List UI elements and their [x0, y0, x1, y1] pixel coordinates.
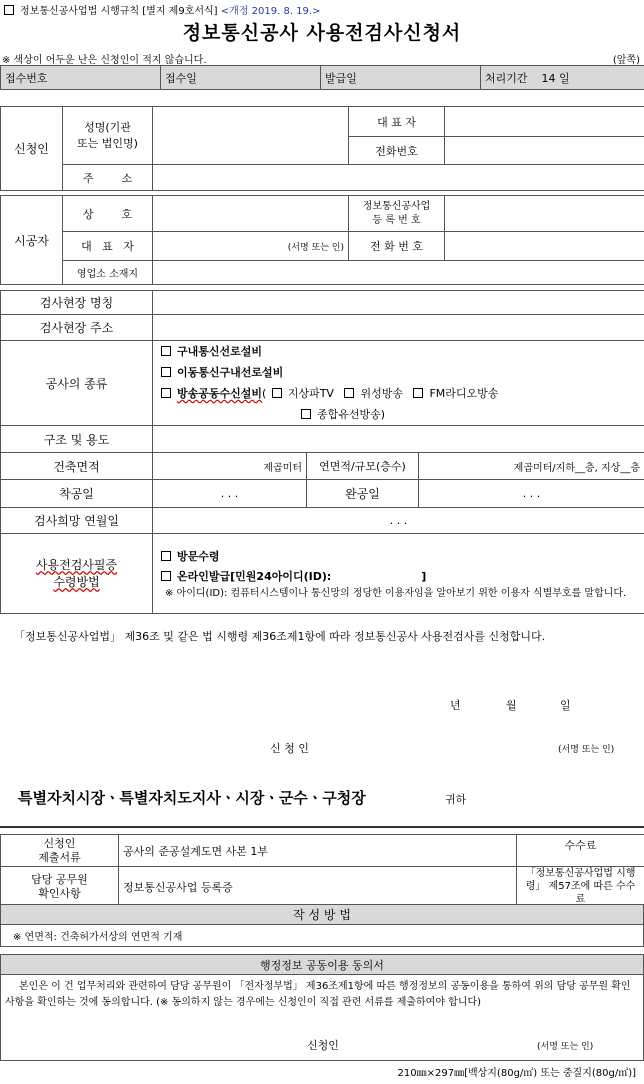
- checkbox-icon: [4, 5, 14, 15]
- form-header: [4, 2, 320, 17]
- work-table: [0, 290, 644, 614]
- application-statement: 「정보통신공사업법」 제36조 및 같은 법 시행령 제36조제1항에 따라 정보통신공사 사용전검사를 신청합니다.: [14, 630, 546, 643]
- structure-label: 구조 및 용도: [1, 426, 153, 453]
- total-area-label: 연면적/규모(층수): [307, 453, 419, 480]
- law-reference: 정보통신공사업법 시행규칙 [별지 제9호서식]: [20, 6, 218, 17]
- consent-title: 행정정보 공동이용 동의서: [1, 955, 644, 975]
- site-addr-field[interactable]: [153, 315, 644, 341]
- checkbox-icon[interactable]: [272, 388, 282, 398]
- paper-spec: 210㎜×297㎜[백상지(80g/㎡) 또는 중질지(80g/㎡)]: [397, 1068, 636, 1079]
- fee-text: 「정보통신공사업법 시행령」 제57조에 따른 수수료: [517, 867, 644, 907]
- end-date-label: 완공일: [307, 480, 419, 508]
- page-title: 정보통신공사 사용전검사신청서: [182, 22, 462, 44]
- checkbox-icon[interactable]: [161, 551, 171, 561]
- start-date-field[interactable]: . . .: [153, 480, 307, 508]
- site-addr-label: 검사현장 주소: [1, 315, 153, 341]
- applicant-section: 신청인: [1, 107, 63, 191]
- contractor-table: [0, 195, 644, 285]
- applicant-addr-field[interactable]: [153, 165, 644, 191]
- contractor-rep-sign[interactable]: (서명 또는 인): [153, 232, 349, 261]
- consent-table: [0, 954, 644, 1061]
- guide-title: 작 성 방 법: [1, 905, 644, 925]
- checkbox-icon[interactable]: [413, 388, 423, 398]
- structure-field[interactable]: [153, 426, 644, 453]
- page-side: (앞쪽): [612, 55, 640, 66]
- applicant-addr-label: 주 소: [63, 165, 153, 191]
- applicant-rep-field[interactable]: [445, 107, 644, 137]
- consent-signer: 신청인: [307, 1039, 339, 1052]
- checkbox-icon[interactable]: [301, 409, 311, 419]
- applicant-phone-field[interactable]: [445, 137, 644, 165]
- contractor-phone-field[interactable]: [445, 232, 644, 261]
- work-option-broadcast[interactable]: 방송공동수신설비( 지상파TV 위성방송 FM라디오방송: [161, 383, 640, 404]
- consent-text: 본인은 이 건 업무처리와 관련하여 담당 공무원이 「전자정부법」 제36조제1항에 따른 행정정보의 공동이용을 통하여 위의 담당 공무원 확인사항을 확인하는 것에 동의합니다. (※ 동의하지 않는 경우에는 신청인이 직접 관련 서류를 제출하여야 합니다): [5, 981, 631, 1008]
- contractor-trade-field[interactable]: [153, 196, 349, 232]
- wish-date-label: 검사희망 연월일: [1, 508, 153, 534]
- receipt-table: [0, 65, 644, 90]
- contractor-regno-field[interactable]: [445, 196, 644, 232]
- applicant-docs: 공사의 준공설계도면 사본 1부: [119, 835, 517, 867]
- work-option-mobile[interactable]: 이동통신구내선로설비: [161, 362, 640, 383]
- applicant-name-field[interactable]: [153, 107, 349, 165]
- receive-online[interactable]: 온라인발급[민원24아이디(ID): ]: [161, 567, 640, 587]
- work-type-label: 공사의 종류: [1, 341, 153, 426]
- date-month: 월: [506, 699, 517, 712]
- receipt-no: 접수번호: [1, 66, 161, 90]
- contractor-office-field[interactable]: [153, 261, 644, 285]
- issue-date: 발급일: [321, 66, 481, 90]
- checkbox-icon[interactable]: [161, 388, 171, 398]
- contractor-trade-label: 상 호: [63, 196, 153, 232]
- total-area-field[interactable]: 제곱미터/지하__층, 지상__층: [419, 453, 644, 480]
- tv-option: 지상파TV: [287, 387, 334, 400]
- site-name-field[interactable]: [153, 291, 644, 315]
- checkbox-icon[interactable]: [161, 571, 171, 581]
- divider: [0, 826, 644, 828]
- recipient-suffix: 귀하: [445, 793, 467, 806]
- site-name-label: 검사현장 명칭: [1, 291, 153, 315]
- wish-date-field[interactable]: . . .: [153, 508, 644, 534]
- checkbox-icon[interactable]: [344, 388, 354, 398]
- area-label: 건축면적: [1, 453, 153, 480]
- receive-method-label: 사용전검사필증 수령방법: [1, 534, 153, 614]
- signer-label: 신 청 인: [270, 742, 309, 755]
- applicant-docs-label: 신청인 제출서류: [1, 835, 119, 867]
- applicant-table: [0, 106, 644, 191]
- processing-period: 처리기간 14 일: [481, 66, 644, 90]
- receive-footnote: ※ 아이디(ID): 컴퓨터시스템이나 통신망의 정당한 이용자임을 알아보기 위한 이용자 식별부호를 말합니다.: [165, 587, 627, 599]
- applicant-rep-label: 대 표 자: [349, 107, 445, 137]
- date-day: 일: [560, 699, 571, 712]
- contractor-phone-label: 전 화 번 호: [349, 232, 445, 261]
- revision-date: <개정 2019. 8. 19.>: [220, 6, 321, 17]
- cable-option: 종합유선방송): [317, 408, 386, 421]
- signer-sign[interactable]: (서명 또는 인): [558, 745, 615, 755]
- checkbox-icon[interactable]: [161, 346, 171, 356]
- checkbox-icon[interactable]: [161, 367, 171, 377]
- applicant-name-label: 성명(기관 또는 법인명): [63, 107, 153, 165]
- guide-item: ※ 연면적: 건축허가서상의 연면적 기재: [1, 925, 644, 947]
- documents-table: [0, 834, 644, 907]
- officer-check-label: 담당 공무원 확인사항: [1, 867, 119, 907]
- applicant-phone-label: 전화번호: [349, 137, 445, 165]
- shaded-note: ※ 색상이 어두운 난은 신청인이 적지 않습니다.: [2, 55, 207, 66]
- fm-option: FM라디오방송: [429, 387, 499, 400]
- receipt-date: 접수일: [161, 66, 321, 90]
- date-year: 년: [450, 699, 461, 712]
- work-option-indoor[interactable]: 구내통신선로설비: [161, 341, 640, 362]
- contractor-office-label: 영업소 소재지: [63, 261, 153, 285]
- area-field[interactable]: 제곱미터: [153, 453, 307, 480]
- end-date-field[interactable]: . . .: [419, 480, 644, 508]
- satellite-option: 위성방송: [360, 387, 403, 400]
- fee-label: 수수료: [517, 835, 644, 867]
- contractor-section: 시공자: [1, 196, 63, 285]
- guide-table: [0, 904, 644, 947]
- recipient: 특별자치시장ㆍ특별자치도지사ㆍ시장ㆍ군수ㆍ구청장: [18, 789, 366, 807]
- start-date-label: 착공일: [1, 480, 153, 508]
- contractor-regno-label: 정보통신공사업 등 록 번 호: [349, 196, 445, 232]
- consent-sign[interactable]: (서명 또는 인): [537, 1042, 594, 1052]
- officer-check-docs: 정보통신공사업 등록증: [119, 867, 517, 907]
- receive-visit[interactable]: 방문수령: [161, 547, 640, 567]
- contractor-rep-label: 대 표 자: [63, 232, 153, 261]
